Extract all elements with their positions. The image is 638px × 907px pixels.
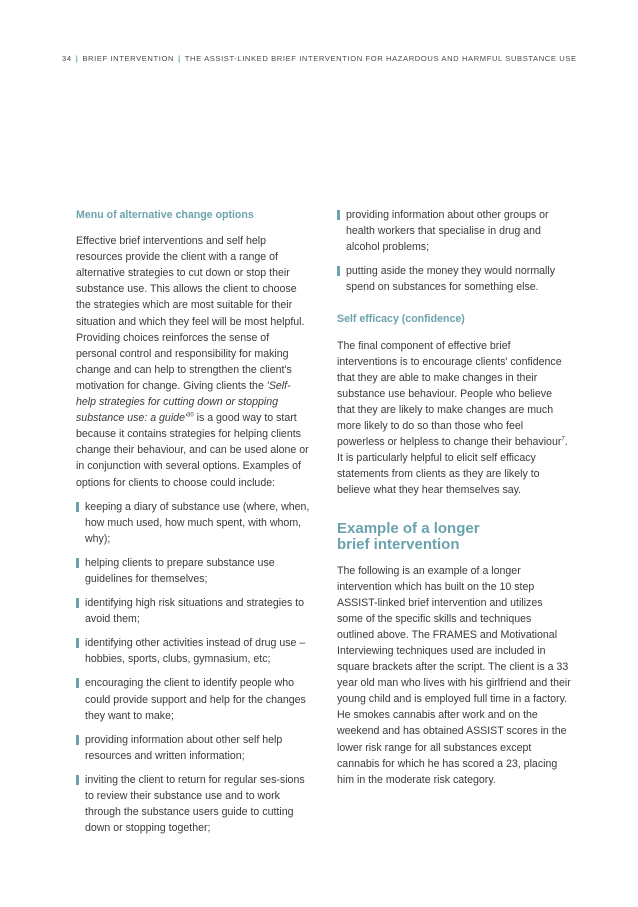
- bullet-bar-icon: [76, 678, 79, 688]
- self-efficacy-paragraph: The final component of effective brief interventions is to encourage clients' confidence that they are able to make changes in their substance use behaviour. People who believe that they are likely to make changes are much more likely to do so than those who feel powerless or helpless to change their behaviour$^7$. It is particularly helpful to elicit self efficacy statements from clients as they are likely to believe what they hear themselves say.: [337, 339, 568, 497]
- header-separator: |: [75, 54, 79, 63]
- header-separator: |: [178, 54, 181, 63]
- example-paragraph: The following is an example of a longer intervention which has built on the 10 step ASSIST-linked brief intervention and utilizes some of the specific skills and techniques outlined above. The FRAMES and Motivational Interviewing techniques used are included in square brackets after the script. The client is a 33 year old man who lives with his girlfriend and their young child and is employed full time in a factory. He smokes cannabis after work and on the weekend and has obtained ASSIST scores in the lower risk range for all substances except cannabis for which he has scored a 23, placing him in the moderate risk category.: [337, 564, 571, 786]
- self-efficacy-heading: Self efficacy (confidence): [337, 313, 465, 326]
- list-item: putting aside the money they would normally spend on substances for something else.: [337, 263, 571, 295]
- left-column: [76, 207, 310, 844]
- page-number: 34: [62, 54, 72, 63]
- right-column: [337, 207, 571, 788]
- footnote-ref: 7: [561, 436, 565, 443]
- header-section: BRIEF INTERVENTION: [82, 54, 175, 63]
- running-header: [62, 54, 577, 63]
- bullet-bar-icon: [337, 266, 340, 276]
- options-list-continued: [337, 207, 571, 295]
- menu-heading: Menu of alternative change options: [76, 209, 254, 221]
- bullet-bar-icon: [76, 775, 79, 785]
- list-item: encouraging the client to identify people who could provide support and help for the changes they want to make;: [76, 675, 310, 723]
- footnote-ref: 30: [186, 412, 194, 419]
- bullet-bar-icon: [76, 598, 79, 608]
- bullet-bar-icon: [337, 210, 340, 220]
- list-item: identifying other activities instead of drug use – hobbies, sports, clubs, gymnasium, etc;: [76, 635, 310, 667]
- list-item: keeping a diary of substance use (where, when, how much used, how much spent, with whom, why);: [76, 499, 310, 547]
- bullet-bar-icon: [76, 558, 79, 568]
- list-item: helping clients to prepare substance use guidelines for themselves;: [76, 555, 310, 587]
- list-item: providing information about other self help resources and written information;: [76, 732, 310, 764]
- bullet-bar-icon: [76, 502, 79, 512]
- guide-title: 'Self-help strategies for cutting down or stopping substance use: a guide': [76, 379, 291, 425]
- list-item: identifying high risk situations and strategies to avoid them;: [76, 595, 310, 627]
- menu-paragraph: [76, 233, 310, 491]
- options-list: [76, 499, 310, 837]
- menu-paragraph-text-end: is a good way to start because it contains strategies for helping clients change their behaviour, and can be used alone or in conjunction with several options. Examples of options for clients to choose could include:: [76, 412, 309, 489]
- menu-paragraph-text: Effective brief interventions and self help resources provide the client with a range of alternative strategies to cut down or stop their substance use. This allows the client to choose the strategies which are most suitable for their situation and which they feel will be most helpful. Providing choices reinforces the sense of personal control and responsibility for making change and can help to strengthen the client's motivation for change. Giving clients the: [76, 235, 305, 392]
- list-item: inviting the client to return for regular ses-sions to review their substance use and to work through the substance users guide to cutting down or stopping together;: [76, 772, 310, 836]
- example-heading: Example of a longer brief intervention: [337, 519, 480, 553]
- header-subtitle: THE ASSIST-LINKED BRIEF INTERVENTION FOR HAZARDOUS AND HARMFUL SUBSTANCE USE: [184, 54, 577, 63]
- list-item: providing information about other groups or health workers that specialise in drug and alcohol problems;: [337, 207, 571, 255]
- bullet-bar-icon: [76, 638, 79, 648]
- bullet-bar-icon: [76, 735, 79, 745]
